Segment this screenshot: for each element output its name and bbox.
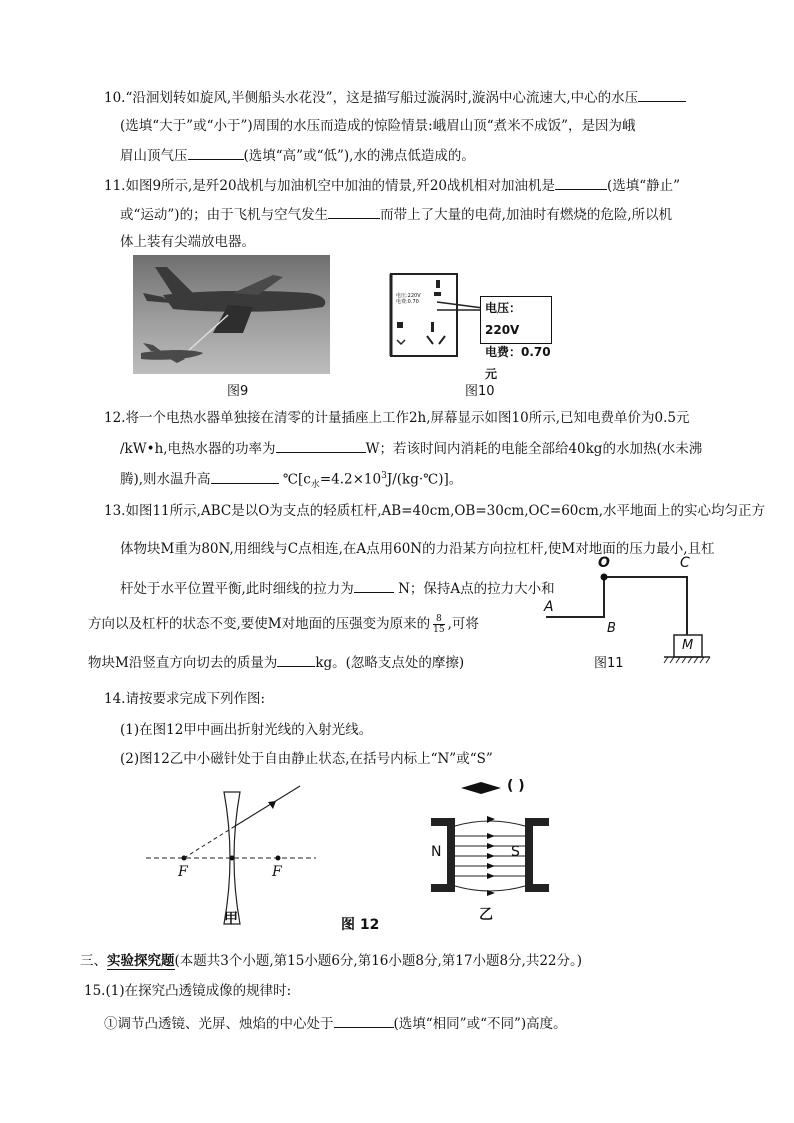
q12-line-2: /kW•h,电热水器的功率为 W；若该时间内消耗的电能全部给40kg的水加热(水未沸 (120, 438, 702, 458)
refueling-photo-image (133, 255, 330, 374)
q13-line-4: 方向以及杠杆的状态不变,要使M对地面的压强变为原来的 $\frac{8}{15}$ ,可将 (88, 614, 479, 635)
q10-line-2: (选填“大于”或“小于”)周围的水压而造成的惊险情景:峨眉山顶“煮米不成饭”，是因为峨 (120, 118, 636, 134)
fee-reading: 电费：0.70 元 (485, 345, 551, 381)
figure-9-photo (133, 255, 330, 374)
q11-line-2: 或“运动”)的；由于飞机与空气发生 而带上了大量的电荷,加油时有燃烧的危险,所以机 (120, 204, 672, 224)
pivot-point-o (601, 574, 608, 581)
focal-f-left: F (178, 864, 188, 880)
q12-answer-blank-2[interactable] (211, 469, 279, 484)
figure-12-left-lens (140, 780, 320, 930)
q10-line-1: 10.“沿洄划转如旋风,半侧船头水花没”，这是描写船过漩涡时,漩涡中心流速大,中心的水压 (104, 87, 686, 107)
q13-line-5: 物块M沿竖直方向切去的质量为 kg。(忽略支点处的摩擦) (88, 652, 464, 672)
q14-title: 14.请按要求完成下列作图: (104, 691, 266, 707)
figure-11-caption: 图11 (594, 656, 624, 671)
label-b: B (607, 621, 616, 636)
q12-line-3: 腾),则水温升高 $℃[c_水=4.2\times 10^3J/(kg\cdot℃)]$。 (120, 467, 462, 494)
q14-sub-1: (1)在图12甲中画出折射光线的入射光线。 (120, 722, 373, 738)
label-c: C (680, 555, 690, 571)
focal-f-right: F (272, 864, 282, 880)
figure-9-caption: 图9 (227, 384, 249, 399)
q13-line-3: 杆处于水平位置平衡,此时细线的拉力为 N；保持A点的拉力大小和 (120, 578, 555, 598)
q10-answer-blank-1[interactable] (638, 87, 686, 102)
q13-line-2: 体物块M重为80N,用细线与C点相连,在A点用60N的力沿某方向拉杠杆,使M对地面的压力最小,且杠 (120, 541, 715, 557)
q15-line-1: 15.(1)在探究凸透镜成像的规律时: (84, 983, 292, 999)
label-jia: 甲 (224, 911, 238, 927)
voltage-reading: 电压：220V (485, 301, 522, 337)
q11-answer-blank-1[interactable] (555, 175, 607, 190)
section-3-heading: 三、实验探究题(本题共3个小题,第15小题6分,第16小题8分,第17小题8分,共22分。) (80, 953, 583, 969)
q14-sub-2: (2)图12乙中小磁针处于自由静止状态,在括号内标上“N”或“S” (120, 751, 493, 767)
q12-line-1: 12.将一个电热水器单独接在清零的计量插座上工作2h,屏幕显示如图10所示,已知电费单价为0.5元 (104, 410, 690, 426)
q13-line-1: 13.如图11所示,ABC是以O为支点的轻质杠杆,AB=40cm,OB=30cm,OC=60cm,水平地面上的实心均匀正方 (104, 503, 766, 519)
figure-10-caption: 图10 (465, 384, 495, 399)
q13-answer-blank-1[interactable] (354, 578, 394, 593)
label-m: M (682, 638, 694, 653)
compass-needle (461, 782, 481, 794)
figure-12-right-magnets (425, 776, 555, 926)
figure-10-socket (387, 270, 551, 381)
fraction-8-15: $\frac{8}{15}$ (433, 614, 445, 635)
right-magnet (525, 818, 549, 892)
pole-n-label: N (431, 844, 442, 860)
q10-answer-blank-2[interactable] (188, 145, 244, 160)
q13-answer-blank-2[interactable] (277, 652, 315, 667)
q15-answer-blank-1[interactable] (334, 1013, 394, 1028)
q10-line-3: 眉山顶气压 (选填“高”或“低”),水的沸点低造成的。 (120, 145, 475, 165)
pole-s-label: S (511, 844, 520, 860)
socket-readout-box (480, 296, 552, 381)
q11-answer-blank-2[interactable] (328, 204, 380, 219)
answer-bracket[interactable]: ( ) (507, 778, 525, 794)
q15-line-2: ①调节凸透镜、光屏、烛焰的中心处于 (选填“相同”或“不同”)高度。 (104, 1013, 567, 1033)
socket-screen-tiny-text: 电压:220V 电费:0.70 (396, 293, 421, 305)
label-a: A (544, 599, 554, 615)
figure-11-lever (540, 555, 715, 670)
figure-12-caption: 图 12 (341, 917, 380, 933)
label-yi: 乙 (479, 907, 493, 923)
q11-line-1: 11.如图9所示,是歼20战机与加油机空中加油的情景,歼20战机相对加油机是 (选填“静止” (104, 175, 680, 195)
q12-answer-blank-1[interactable] (276, 438, 366, 453)
q11-line-3: 体上装有尖端放电器。 (120, 234, 255, 250)
label-o: O (598, 555, 610, 571)
